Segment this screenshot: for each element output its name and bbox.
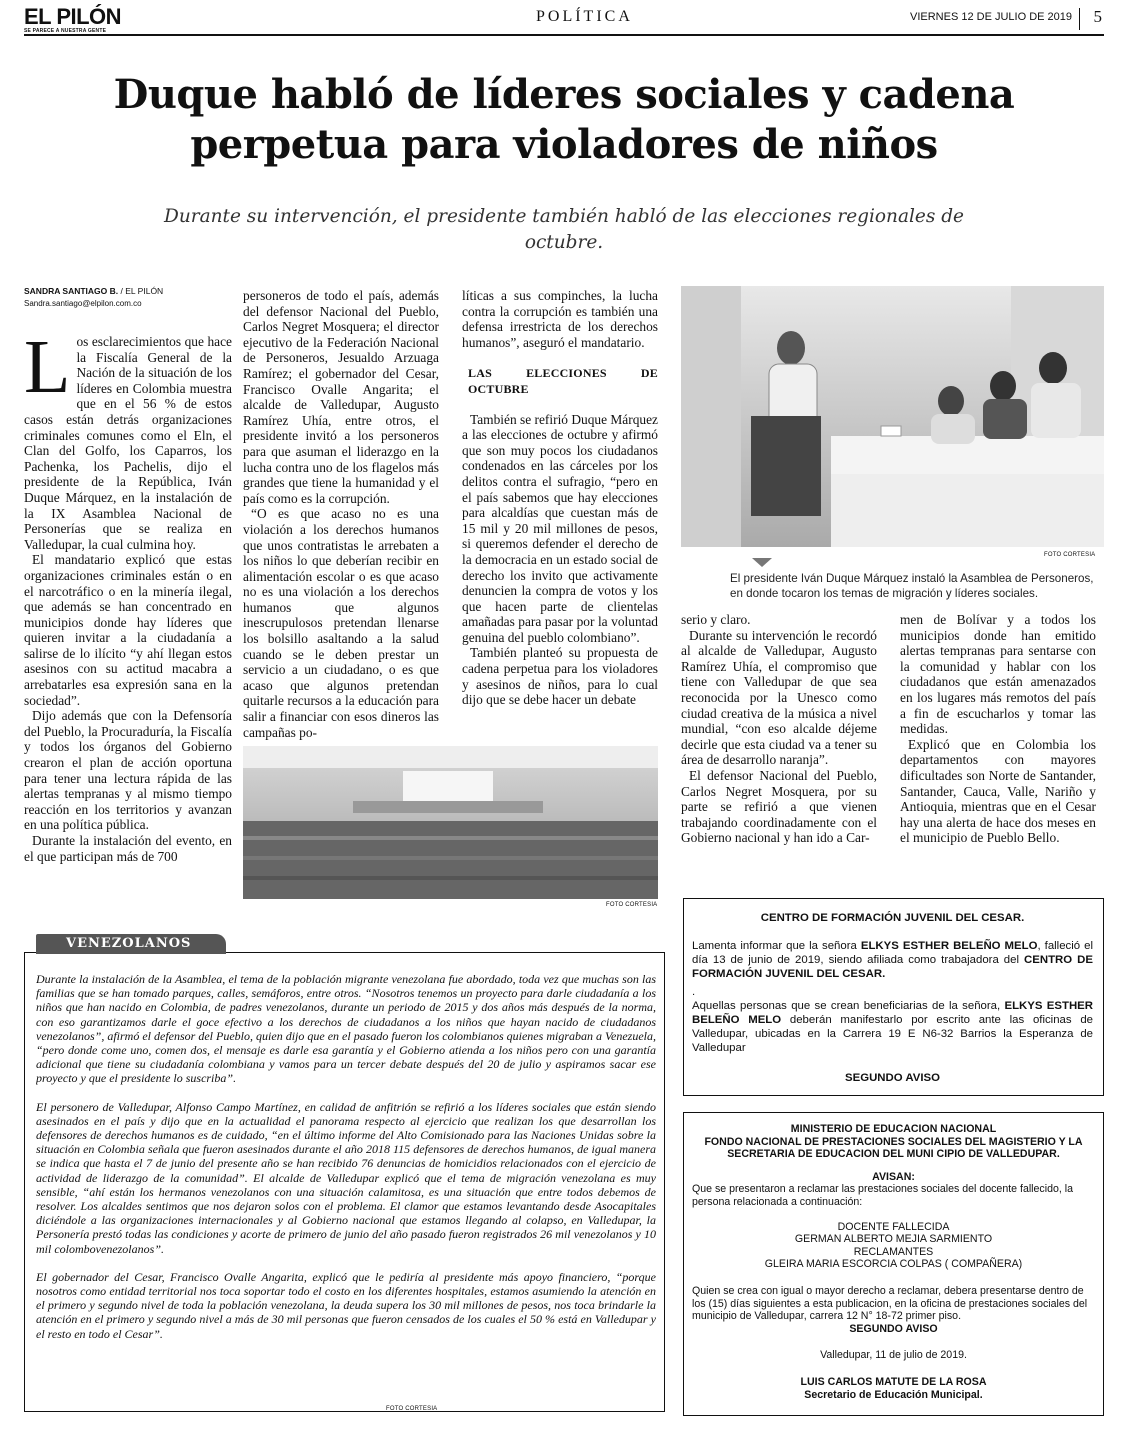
notice-intro: Que se presentaron a reclamar las prestaciones sociales del docente fallecido, la persona relacionada a continuación:	[692, 1183, 1073, 1208]
photo-illustration	[681, 286, 1104, 547]
notice-heading-1: MINISTERIO DE EDUCACION NACIONAL	[790, 1123, 997, 1135]
author-email[interactable]: Sandra.santiago@elpilon.com.co	[24, 299, 142, 308]
notice-heading-3: SECRETARIA DE EDUCACION DEL MUNI CIPIO DE VALLEDUPAR.	[727, 1148, 1060, 1161]
notice-title: CENTRO DE FORMACIÓN JUVENIL DEL CESAR.	[760, 912, 1025, 924]
notice-paragraph: Lamenta informar que la señora ELKYS ESTHER BELEÑO MELO, falleció el día 13 de junio de 2019, siendo afiliada como trabajadora del CENTRO DE FORMACIÓN JUVENIL DEL CESAR.	[692, 940, 1093, 980]
sidebar-paragraph: Durante la instalación de la Asamblea, el tema de la población migrante venezolana fue abordado, toda vez que muchas son las familias que se han tomado parques, calles, semáforos, entre otros. “Nosotros tenemos un proyecto para darle ciudadanía a los niños que han nacido en Colombia, de padres venezolanos, durante un periodo de 2015 y dos años más después de la norma, con eso garantizamos darle el goce efectivo a los derechos de ciudadanos a los niños que hayan nacido de ciudadanos venezolanos”, afirmó el defensor del Pueblo, quien dijo que en el pasado fueron los colombianos quienes migraban a Venezuela, “pero donde come uno, comen dos, el mensaje es darle esa garantía y el Gobierno atienda a los niños pero con una garantía adicional que tiene su ciudadanía colombiana y vamos para un tercer debate después del 20 de julio y aspiramos sacar ese proyecto y que el presidente lo suscriba”.	[36, 972, 656, 1086]
byline	[24, 286, 163, 296]
notice-paragraph: Aquellas personas que se crean beneficiarias de la señora, ELKYS ESTHER BELEÑO MELO deberán manifestarlo por escrito ante las oficinas de Valledupar, ubicadas en la Carrera 19 E N6-32 Barrios la Esperanza de Valledupar	[692, 1000, 1094, 1054]
photo-credit: FOTO CORTESIA	[606, 902, 658, 908]
auditorium-photo	[243, 746, 658, 899]
notice-dot: .	[692, 986, 696, 998]
article-column-1	[24, 334, 232, 908]
section-kicker: LAS ELECCIONES DE OCTUBRE	[468, 366, 658, 396]
notice-line: DOCENTE FALLECIDA	[837, 1220, 950, 1233]
sidebar-paragraph: El gobernador del Cesar, Francisco Ovalle Angarita, explicó que le pediría al presidente más apoyo financiero, “porque nosotros como entidad territorial nos toca soportar todo el costo en los diferentes hospitales, estamos asumiendo la atención en el primero y segundo nivel de toda la población venezolana, la deuda supera los 30 mil millones de pesos, nos toca brindarle la atención en el primero y segundo nivel a más de 30 mil personas que fueron censados de los cuales el 50 % está en Valledupar y el resto en todo el Cesar”.	[36, 1269, 656, 1341]
article-paragraph: men de Bolívar y a todos los municipios donde han emitido alertas tempranas para sentarse con la comunidad y hablar con los ciudadanos que están amenazados en los lugares más remotos del país a fin de escucharlos y tomar las medidas.	[900, 612, 1096, 737]
venezolanos-text	[36, 972, 656, 1392]
article-paragraph: serio y claro.	[681, 612, 751, 627]
caption-arrow-icon	[752, 558, 772, 567]
notice-avisan: AVISAN:	[872, 1170, 915, 1183]
photo-illustration	[243, 746, 658, 899]
notice-line: GERMAN ALBERTO MEJIA SARMIENTO	[794, 1233, 993, 1246]
byline-author: SANDRA SANTIAGO B.	[24, 286, 119, 296]
drop-cap: L	[24, 334, 71, 409]
article-column-3	[462, 288, 658, 742]
article-paragraph: El mandatario explicó que estas organizaciones criminales están o en el narcotráfico o en la minería ilegal, que además se han concentrado en municipios donde hay líderes que quieren invitar a la ciudadanía a salirse de lo ilícito “y ahí llegan estos asesinos con su actitud macabra a arrebatarles esa expresión sana en la sociedad”.	[24, 552, 232, 708]
venezolanos-tab: VENEZOLANOS	[36, 934, 226, 954]
article-column-4	[681, 612, 877, 872]
notice-signer: LUIS CARLOS MATUTE DE LA ROSA	[800, 1375, 987, 1388]
notice-line: GLEIRA MARIA ESCORCIA COLPAS ( COMPAÑERA)	[764, 1258, 1023, 1271]
article-paragraph: Los esclarecimientos que hace la Fiscalía General de la Nación de la situación de los líderes en Colombia muestra que en el 56 % de estos casos están detrás organizaciones criminales comunes como el Eln, el Clan del Golfo, los Caparros, los Pachenka, los Pachelis, dijo el presidente de la República, Iván Duque Márquez, en la instalación de la IX Asamblea Nacional de Personerías que se realiza en Valledupar, la cual culmina hoy.	[24, 334, 232, 552]
article-column-5	[900, 612, 1096, 872]
issue-date: VIERNES 12 DE JULIO DE 2019	[909, 11, 1072, 23]
byline-org: / EL PILÓN	[120, 286, 164, 296]
page-number-divider	[1079, 8, 1080, 30]
page-number: 5	[1093, 7, 1102, 26]
photo-caption: El presidente Iván Duque Márquez instaló la Asamblea de Personeros, en donde tocaron los temas de migración y líderes sociales.	[730, 572, 1094, 600]
article-paragraph: “O es que acaso no es una violación a los derechos humanos que unos contratistas le arrebaten a los niños lo que deberían recibir en alimentación escolar o es que acaso no es una violación a los derechos humanos que algunos inescrupulosos pretendan llenarse los bolsillo asaltando a la salud cuando se le deben prestar un servicio a un ciudadano, o es que acaso que algunos pretendan quitarle recursos a la educación para salir a financiar con esos dineros las campañas po-	[243, 506, 439, 740]
article-paragraph: También planteó su propuesta de cadena perpetua para los violadores y asesinos de niños, para lo cual dijo que se debe hacer un debate	[462, 645, 658, 708]
article-paragraph: personeros de todo el país, además del defensor Nacional del Pueblo, Carlos Negret Mosquera; el director ejecutivo de la Federación Nacional de Personeros, Jesualdo Arzuaga Ramírez; el gobernador del Cesar, Francisco Ovalle Angarita; el alcalde de Valledupar, Augusto Ramírez Uhía, entre otros, el presidente invitó a los personeros para que asuman el liderazgo en la lucha contra uno de los flagelos más grandes que tiene la humanidad y el país como es la corrupción.	[243, 288, 439, 506]
notice-heading-2: FONDO NACIONAL DE PRESTACIONES SOCIALES DEL MAGISTERIO Y LA	[704, 1135, 1083, 1148]
article-paragraph: líticas a sus compinches, la lucha contra la corrupción es también una defensa irrestricta de los derechos humanos”, aseguró el mandatario.	[462, 288, 658, 350]
photo-credit: FOTO CORTESIA	[386, 1406, 438, 1412]
notice-aviso: SEGUNDO AVISO	[845, 1072, 940, 1084]
article-paragraph: Durante su intervención le recordó al alcalde de Valledupar, Augusto Ramírez Uhía, el compromiso que tiene con Valledupar de que sea reconocida por la Unesco como ciudad creativa de la música a nivel mundial, “con eso alcalde déjeme decirle que esta ciudad va a tener su área de desarrollo naranja”.	[681, 627, 877, 768]
article-paragraph: También se refirió Duque Márquez a las elecciones de octubre y afirmó que son muy pocos los ciudadanos condenados en las cárceles por los delitos contra el sufragio, “pero en el país sabemos que hay elecciones para alcaldías que cuestan más de 15 mil y 20 mil millones de pesos, si queremos defender el derecho de la democracia en un estado social de derecho los invito que activamente denuncien la compra de votos y los que hacen parte de clientelas amañadas para pasar por la voluntad genuina del pueblo colombiano”.	[462, 411, 658, 645]
article-subhead: Durante su intervención, el presidente también habló de las elecciones regionales de octubre.	[163, 206, 965, 253]
article-paragraph: Explicó que en Colombia los departamentos con mayores dificultades son Norte de Santander, Santander, Cauca, Valle, Nariño y Antioquia, mientras que en el Cesar hay una alerta de hace dos meses en el municipio de Pueblo Bello.	[900, 736, 1096, 846]
page-header	[24, 6, 1104, 36]
notice-signer-role: Secretario de Educación Municipal.	[804, 1388, 983, 1401]
newspaper-logo[interactable]: EL PILÓN	[24, 4, 122, 29]
notice-aviso: SEGUNDO AVISO	[849, 1322, 938, 1335]
notice-body: Quien se crea con igual o mayor derecho a reclamar, debera presentarse dentro de los (15) días siguientes a esta publicacion, en la oficina de prestaciones sociales del municipio de Valledupar, carrera 12 N° 18-72 primer piso.	[692, 1284, 1088, 1323]
article-column-2	[243, 288, 439, 742]
article-paragraph: Durante la instalación del evento, en el que participan más de 700	[24, 833, 232, 864]
article-headline: Duque habló de líderes sociales y cadena perpetua para violadores de niños	[113, 71, 1015, 168]
notice-place-date: Valledupar, 11 de julio de 2019.	[820, 1349, 967, 1362]
article-paragraph: Dijo además que con la Defensoría del Pueblo, la Procuraduría, la Fiscalía y todos los órganos del Gobierno crearon el plan de acción oportuna para tener una lectura rápida de las alertas tempranas y al mismo tiempo reacción en los territorios y avanzan en una política pública.	[24, 708, 232, 833]
photo-credit: FOTO CORTESIA	[1044, 552, 1096, 558]
logo-tagline: SE PARECE A NUESTRA GENTE	[24, 28, 107, 34]
president-speech-photo	[681, 286, 1104, 547]
obituary-notice	[683, 898, 1104, 1096]
sidebar-paragraph: El personero de Valledupar, Alfonso Campo Martínez, en calidad de anfitrión se refirió a los líderes sociales que están siendo asesinados en el país y dijo que en la actualidad el panorama respecto al ejercicio que realizan los que desarrollan los defensores de derechos humanos es de cuidado, “en el último informe del Alto Comisionado para las Naciones Unidas sobre la situación en Colombia señala que fueron asesinados durante el año 2018 115 defensores de derechos humanos, de igual manera se indica que hasta el 7 de junio del presente año se han recibido 76 denuncias de homicidios relacionados con el ejercicio de actividad de liderazgo de la comunidad”. El alcalde de Valledupar explicó que el tema de migración venezolana es muy sensible, “ahí están los hermanos venezolanos con una situación calamitosa, es una situación que entre todos debemos de resolver. Los alcaldes sentimos que nos dejaron solos con el problema. El clamor que estamos levantando desde Asocapitales diciéndole a las organizaciones internacionales y al Gobierno nacional que estamos llegando al colapso, en Valledupar, la Personería prestó todas las condiciones y acorte de primero de junio del año pasado fueron registrados 26 mil venezolanos y 10 mil colombovenezolanos”.	[36, 1099, 656, 1256]
education-ministry-notice	[683, 1112, 1104, 1416]
article-paragraph: El defensor Nacional del Pueblo, Carlos Negret Mosquera, por su parte se refirió a que vienen trabajando coordinadamente con el Gobierno nacional y han ido a Car-	[681, 767, 877, 846]
notice-line: RECLAMANTES	[853, 1245, 934, 1258]
section-name: POLÍTICA	[536, 8, 633, 25]
